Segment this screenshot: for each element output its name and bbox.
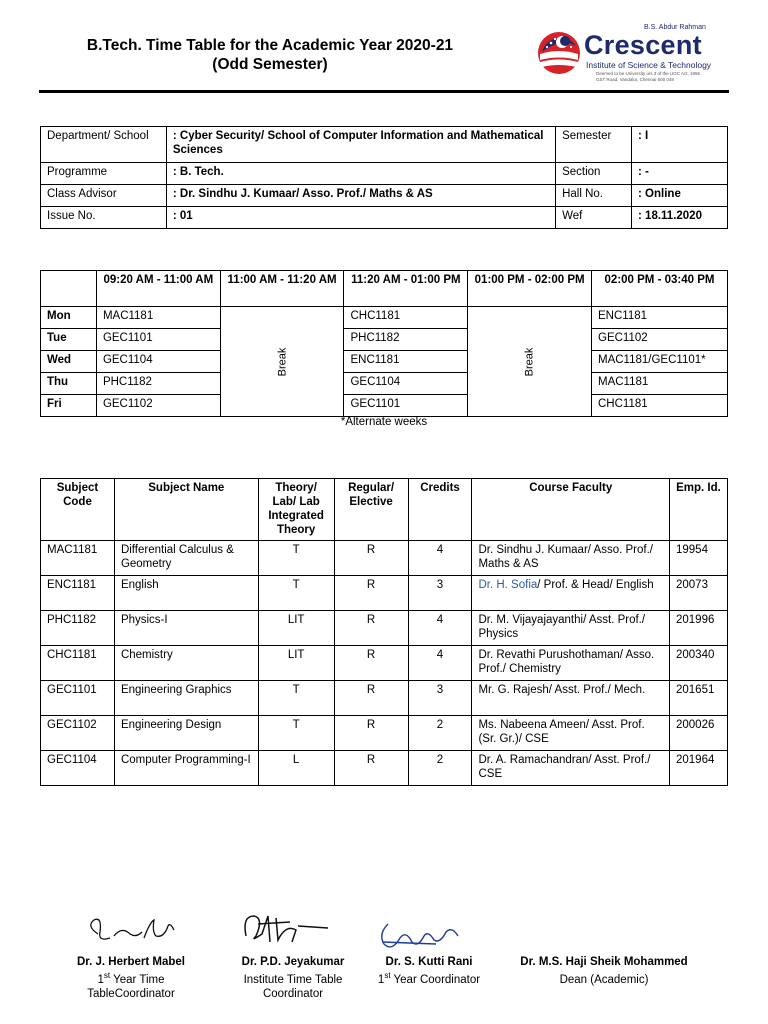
- emp-id: 201996: [669, 611, 727, 646]
- emp-id: 201964: [669, 751, 727, 786]
- info-label: Wef: [556, 207, 632, 229]
- signature-image-1: [84, 912, 184, 952]
- info-label: Department/ School: [41, 127, 167, 163]
- slot-header: 01:00 PM - 02:00 PM: [468, 271, 592, 307]
- subject-credits: 4: [408, 541, 472, 576]
- subject-row: [41, 751, 728, 786]
- signatory-name: Dr. P.D. Jeyakumar: [241, 956, 345, 968]
- subject-regular: R: [334, 646, 408, 681]
- signatory-role-line-2: Coordinator: [262, 987, 324, 1000]
- info-value: : Dr. Sindhu J. Kumaar/ Asso. Prof./ Maths & AS: [166, 185, 555, 207]
- subject-name: Differential Calculus & Geometry: [114, 541, 258, 576]
- course-faculty: Ms. Nabeena Ameen/ Asst. Prof. (Sr. Gr.)/ CSE: [472, 716, 670, 751]
- signatory-name: Dr. S. Kutti Rani: [385, 956, 473, 968]
- signature-image-3: [376, 914, 468, 954]
- timetable-row: [41, 351, 728, 373]
- timetable-header-row: [41, 271, 728, 307]
- subject-row: [41, 646, 728, 681]
- column-header: Credits: [408, 479, 472, 541]
- subject-row: [41, 611, 728, 646]
- crescent-logo: [536, 24, 732, 94]
- column-header: Subject Name: [114, 479, 258, 541]
- morning-break-cell: [220, 307, 344, 417]
- course-faculty: Dr. Sindhu J. Kumaar/ Asso. Prof./ Maths & AS: [472, 541, 670, 576]
- info-value: : 18.11.2020: [632, 207, 728, 229]
- signatory-block: [56, 955, 206, 1001]
- info-label: Semester: [556, 127, 632, 163]
- subject-name: Computer Programming-I: [114, 751, 258, 786]
- signatory-block: [502, 955, 706, 987]
- faculty-link[interactable]: Dr. H. Sofia: [478, 579, 538, 591]
- course-cell: GEC1104: [96, 351, 220, 373]
- info-row: [41, 207, 728, 229]
- subject-row: [41, 541, 728, 576]
- column-header: Theory/ Lab/ Lab Integrated Theory: [258, 479, 334, 541]
- subject-type: T: [258, 541, 334, 576]
- subject-name: English: [114, 576, 258, 611]
- title-line-1: B.Tech. Time Table for the Academic Year 2020-21: [86, 37, 454, 54]
- subject-code: GEC1102: [41, 716, 115, 751]
- faculty-detail: / Prof. & Head/ English: [537, 579, 654, 591]
- day-header: [41, 271, 97, 307]
- subject-credits: 3: [408, 681, 472, 716]
- course-cell: PHC1182: [344, 329, 468, 351]
- subjects-header-row: [41, 479, 728, 541]
- signatory-role: 1st Year Time: [97, 971, 165, 986]
- slot-header: 02:00 PM - 03:40 PM: [592, 271, 728, 307]
- info-row: [41, 185, 728, 207]
- logo-top-line: B.S. Abdur Rahman: [644, 24, 706, 31]
- course-cell: ENC1181: [592, 307, 728, 329]
- subject-type: L: [258, 751, 334, 786]
- column-header: Course Faculty: [472, 479, 670, 541]
- course-cell: MAC1181: [592, 373, 728, 395]
- info-label: Hall No.: [556, 185, 632, 207]
- subject-name: Engineering Design: [114, 716, 258, 751]
- slot-header: 11:00 AM - 11:20 AM: [220, 271, 344, 307]
- day-cell: Fri: [41, 395, 97, 417]
- emp-id: 20073: [669, 576, 727, 611]
- course-cell: MAC1181/GEC1101*: [592, 351, 728, 373]
- signatory-role-line-2: TableCoordinator: [87, 987, 175, 1000]
- timetable-row: [41, 373, 728, 395]
- alternate-weeks-note: *Alternate weeks: [340, 416, 428, 428]
- day-cell: Mon: [41, 307, 97, 329]
- subject-name: Chemistry: [114, 646, 258, 681]
- subject-regular: R: [334, 751, 408, 786]
- subject-code: ENC1181: [41, 576, 115, 611]
- course-faculty: [472, 576, 670, 611]
- subject-row: [41, 576, 728, 611]
- subject-credits: 3: [408, 576, 472, 611]
- course-faculty: Mr. G. Rajesh/ Asst. Prof./ Mech.: [472, 681, 670, 716]
- logo-name: Crescent: [584, 30, 702, 60]
- subject-code: PHC1182: [41, 611, 115, 646]
- course-faculty: Dr. A. Ramachandran/ Asst. Prof./ CSE: [472, 751, 670, 786]
- signatory-name: Dr. J. Herbert Mabel: [76, 956, 185, 968]
- signatory-block: [218, 955, 368, 1001]
- emp-id: 200026: [669, 716, 727, 751]
- column-header: Emp. Id.: [669, 479, 727, 541]
- subject-regular: R: [334, 611, 408, 646]
- slot-header: 09:20 AM - 11:00 AM: [96, 271, 220, 307]
- course-cell: GEC1101: [96, 329, 220, 351]
- subject-credits: 2: [408, 751, 472, 786]
- subject-credits: 2: [408, 716, 472, 751]
- subject-name: Engineering Graphics: [114, 681, 258, 716]
- subject-code: GEC1101: [41, 681, 115, 716]
- subject-regular: R: [334, 541, 408, 576]
- subject-code: CHC1181: [41, 646, 115, 681]
- document-header: [0, 0, 768, 100]
- timetable-row: [41, 307, 728, 329]
- crescent-emblem-icon: [536, 30, 582, 76]
- info-value: : Cyber Security/ School of Computer Information and Mathematical Sciences: [166, 127, 555, 163]
- subject-type: T: [258, 576, 334, 611]
- subject-type: T: [258, 681, 334, 716]
- course-cell: PHC1182: [96, 373, 220, 395]
- emp-id: 201651: [669, 681, 727, 716]
- day-cell: Wed: [41, 351, 97, 373]
- subject-code: GEC1104: [41, 751, 115, 786]
- document-title: [40, 36, 500, 74]
- course-cell: CHC1181: [344, 307, 468, 329]
- signature-image-2: [236, 906, 336, 952]
- logo-tiny-line-1: Deemed to be University u/s 3 of the UGC Act, 1956: [596, 71, 701, 76]
- column-header: Regular/ Elective: [334, 479, 408, 541]
- signatory-block: [354, 955, 504, 987]
- subject-type: LIT: [258, 646, 334, 681]
- info-label: Programme: [41, 163, 167, 185]
- emp-id: 19954: [669, 541, 727, 576]
- signatory-role: 1st Year Coordinator: [377, 971, 481, 986]
- info-label: Class Advisor: [41, 185, 167, 207]
- course-cell: GEC1102: [96, 395, 220, 417]
- signatory-role: Institute Time Table: [243, 973, 343, 986]
- subject-credits: 4: [408, 611, 472, 646]
- info-row: [41, 163, 728, 185]
- signatory-name: Dr. M.S. Haji Sheik Mohammed: [520, 956, 688, 968]
- break-label: Break: [276, 347, 289, 376]
- timetable-row: [41, 395, 728, 417]
- subject-type: LIT: [258, 611, 334, 646]
- timetable-row: [41, 329, 728, 351]
- header-divider: [39, 90, 729, 93]
- course-cell: GEC1104: [344, 373, 468, 395]
- course-faculty: Dr. Revathi Purushothaman/ Asso. Prof./ Chemistry: [472, 646, 670, 681]
- title-line-2: (Odd Semester): [212, 56, 328, 73]
- logo-subtitle: Institute of Science & Technology: [586, 60, 712, 70]
- subject-code: MAC1181: [41, 541, 115, 576]
- lunch-break-cell: [468, 307, 592, 417]
- day-cell: Thu: [41, 373, 97, 395]
- break-label: Break: [523, 347, 536, 376]
- course-cell: CHC1181: [592, 395, 728, 417]
- emp-id: 200340: [669, 646, 727, 681]
- info-value: : I: [632, 127, 728, 163]
- info-value: : Online: [632, 185, 728, 207]
- info-value: : B. Tech.: [166, 163, 555, 185]
- subject-type: T: [258, 716, 334, 751]
- logo-tiny-line-2: GST Road, Vandalur, Chennai 600 048: [596, 77, 674, 82]
- column-header: Subject Code: [41, 479, 115, 541]
- subject-row: [41, 681, 728, 716]
- subject-credits: 4: [408, 646, 472, 681]
- signatory-role: Dean (Academic): [559, 973, 649, 986]
- course-cell: ENC1181: [344, 351, 468, 373]
- subject-regular: R: [334, 576, 408, 611]
- subjects-table: [40, 478, 728, 786]
- class-info-table: [40, 126, 728, 229]
- course-faculty: Dr. M. Vijayajayanthi/ Asst. Prof./ Physics: [472, 611, 670, 646]
- slot-header: 11:20 AM - 01:00 PM: [344, 271, 468, 307]
- course-cell: GEC1102: [592, 329, 728, 351]
- info-value: : -: [632, 163, 728, 185]
- info-label: Issue No.: [41, 207, 167, 229]
- info-row: [41, 127, 728, 163]
- info-label: Section: [556, 163, 632, 185]
- subject-regular: R: [334, 681, 408, 716]
- day-cell: Tue: [41, 329, 97, 351]
- course-cell: GEC1101: [344, 395, 468, 417]
- subject-name: Physics-I: [114, 611, 258, 646]
- weekly-timetable: [40, 270, 728, 417]
- subject-regular: R: [334, 716, 408, 751]
- course-cell: MAC1181: [96, 307, 220, 329]
- info-value: : 01: [166, 207, 555, 229]
- subject-row: [41, 716, 728, 751]
